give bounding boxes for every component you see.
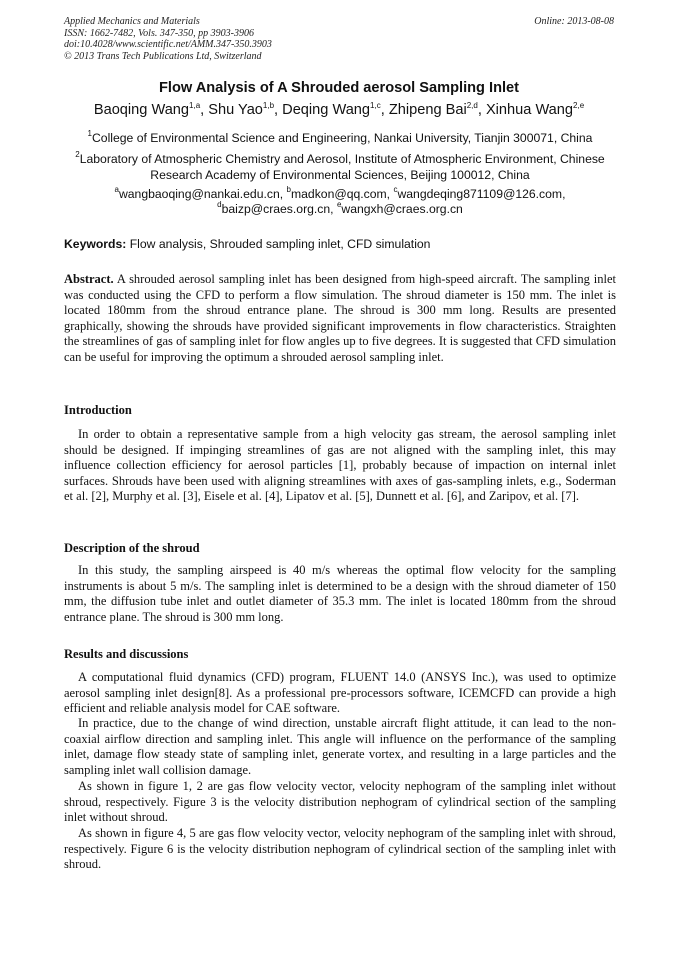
results-paragraph: In practice, due to the change of wind direction, unstable aircraft flight attitude, it can lead to the non-coaxial airflow direction and sampling inlet. This angle will influence on the performance of the sampling inlet, damage flow steady state of sampling inlet, generate vortex, and resulting in a large particles and the sampling inlet wall collision damage. bbox=[64, 716, 616, 777]
author-name: Shu Yao bbox=[208, 102, 263, 118]
author-name: Baoqing Wang bbox=[93, 102, 190, 118]
paper-title: Flow Analysis of A Shrouded aerosol Sampling Inlet bbox=[158, 80, 520, 96]
affiliation-2 bbox=[64, 151, 616, 183]
section-heading-shroud: Description of the shroud bbox=[64, 541, 200, 555]
email-sup: e bbox=[336, 200, 342, 209]
journal-issn: ISSN: 1662-7482, Vols. 347-350, pp 3903-3906 bbox=[64, 27, 254, 39]
email-link[interactable]: wangxh@craes.org.cn bbox=[341, 202, 463, 216]
journal-header bbox=[64, 16, 616, 62]
affiliation-1 bbox=[64, 130, 616, 146]
journal-copyright: © 2013 Trans Tech Publications Ltd, Switzerland bbox=[64, 50, 262, 62]
results-paragraph: A computational fluid dynamics (CFD) program, FLUENT 14.0 (ANSYS Inc.), was used to optimize aerosol sampling inlet design[8]. As a professional pre-processors software, ICEMCFD can provide a high efficient and reliable analysis model for CAE software. bbox=[64, 670, 616, 716]
introduction-paragraph: In order to obtain a representative sample from a high velocity gas stream, the aerosol sampling inlet should be designed. If impinging streamlines of gas are not aligned with the sampling inlet, this may influence collection efficiency for aerosol particles [1], probably because of impaction on internal inlet surfaces. Shrouds have been used with aligning streamlines with axes of gas-sampling inlets, e.g., Soderman et al. [2], Murphy et al. [3], Eisele et al. [4], Lipatov et al. [5], Dunnett et al. [6], and Zaripov, et al. [7]. bbox=[64, 427, 616, 504]
author-name: Zhipeng Bai bbox=[388, 102, 467, 118]
email-link[interactable]: wangbaoqing@nankai.edu.cn, bbox=[118, 187, 287, 201]
abstract bbox=[64, 272, 616, 366]
email-sup: b bbox=[286, 185, 291, 194]
journal-doi: doi:10.4028/www.scientific.net/AMM.347-350.3903 bbox=[64, 39, 272, 50]
section-heading-results: Results and discussions bbox=[64, 647, 189, 661]
email-link[interactable]: madkon@qq.com, bbox=[290, 187, 394, 201]
shroud-paragraph: In this study, the sampling airspeed is 40 m/s whereas the optimal flow velocity for the sampling instruments is about 5 m/s. The sampling inlet is determined to be a design with the shroud diameter of 150 mm, the diffusion tube inlet and outlet diameter of 35.3 mm. The inlet is located 180mm from the shroud entrance plane. The shroud is 300 mm long. bbox=[64, 563, 616, 624]
abstract-text: A shrouded aerosol sampling inlet has been designed from high-speed aircraft. The sampling inlet was conducted using the CFD to perform a flow simulation. The shroud diameter is 150 mm. The inlet is located 180mm from the shroud entrance plane. The shroud is 300 mm long. Results are presented graphically, showing the shrouds have provided significant improvements in flow characteristics. Straighten the streamlines of gas of sampling inlet for flow angles up to five degrees. It is suggested that CFD simulation can be useful for improving the optimum a shrouded aerosol sampling inlet. bbox=[64, 272, 616, 364]
results-paragraph: As shown in figure 1, 2 are gas flow velocity vector, velocity nephogram of the sampling inlet without shroud, respectively. Figure 3 is the velocity distribution nephogram of cylindrical section of the sampling inlet without shroud. bbox=[64, 779, 616, 825]
author-sup: 2,e bbox=[573, 101, 585, 110]
email-link[interactable]: baizp@craes.org.cn, bbox=[221, 202, 337, 216]
email-sup: c bbox=[393, 185, 398, 194]
email-list bbox=[64, 187, 616, 217]
email-sup: d bbox=[217, 200, 222, 209]
email-link[interactable]: wangdeqing871109@126.com, bbox=[397, 187, 566, 201]
affiliation-sup: 2 bbox=[75, 150, 80, 159]
results-paragraph: As shown in figure 4, 5 are gas flow velocity vector, velocity nephogram of the sampling inlet with shroud, respectively. Figure 6 is the velocity distribution nephogram of cylindrical section of the sampling inlet with shroud. bbox=[64, 826, 616, 872]
author-name: Xinhua Wang bbox=[485, 102, 574, 118]
author-sup: 1,c bbox=[370, 101, 381, 110]
online-date: Online: 2013-08-08 bbox=[534, 16, 614, 27]
keywords-label: Keywords: bbox=[64, 237, 127, 251]
email-sup: a bbox=[114, 185, 119, 194]
keywords bbox=[64, 237, 616, 251]
affiliation-text: College of Environmental Science and Engineering, Nankai University, Tianjin 300071, China bbox=[92, 131, 593, 145]
author-list: Baoqing Wang$^{1,a}$, Shu Yao$^{1,b}$, Deqing Wang$^{1,c}$, Zhipeng Bai$^{2,d}$, Xinhua Wang$^{2,e}$ bbox=[93, 101, 585, 118]
author-name: Deqing Wang bbox=[282, 102, 371, 118]
section-heading-introduction: Introduction bbox=[64, 403, 132, 417]
keywords-text: Flow analysis, Shrouded sampling inlet, CFD simulation bbox=[129, 237, 431, 251]
author-sup: 1,b bbox=[262, 101, 275, 110]
affiliation-sup: 1 bbox=[87, 129, 92, 138]
author-sup: 1,a bbox=[189, 101, 201, 110]
author-sup: 2,d bbox=[466, 101, 478, 110]
abstract-label: Abstract. bbox=[64, 272, 114, 286]
affiliation-text: Laboratory of Atmospheric Chemistry and Aerosol, Institute of Atmospheric Environment, Chinese Research Academy of Environmental Sciences, Beijing 100012, China bbox=[79, 152, 605, 182]
journal-name: Applied Mechanics and Materials bbox=[64, 16, 200, 27]
